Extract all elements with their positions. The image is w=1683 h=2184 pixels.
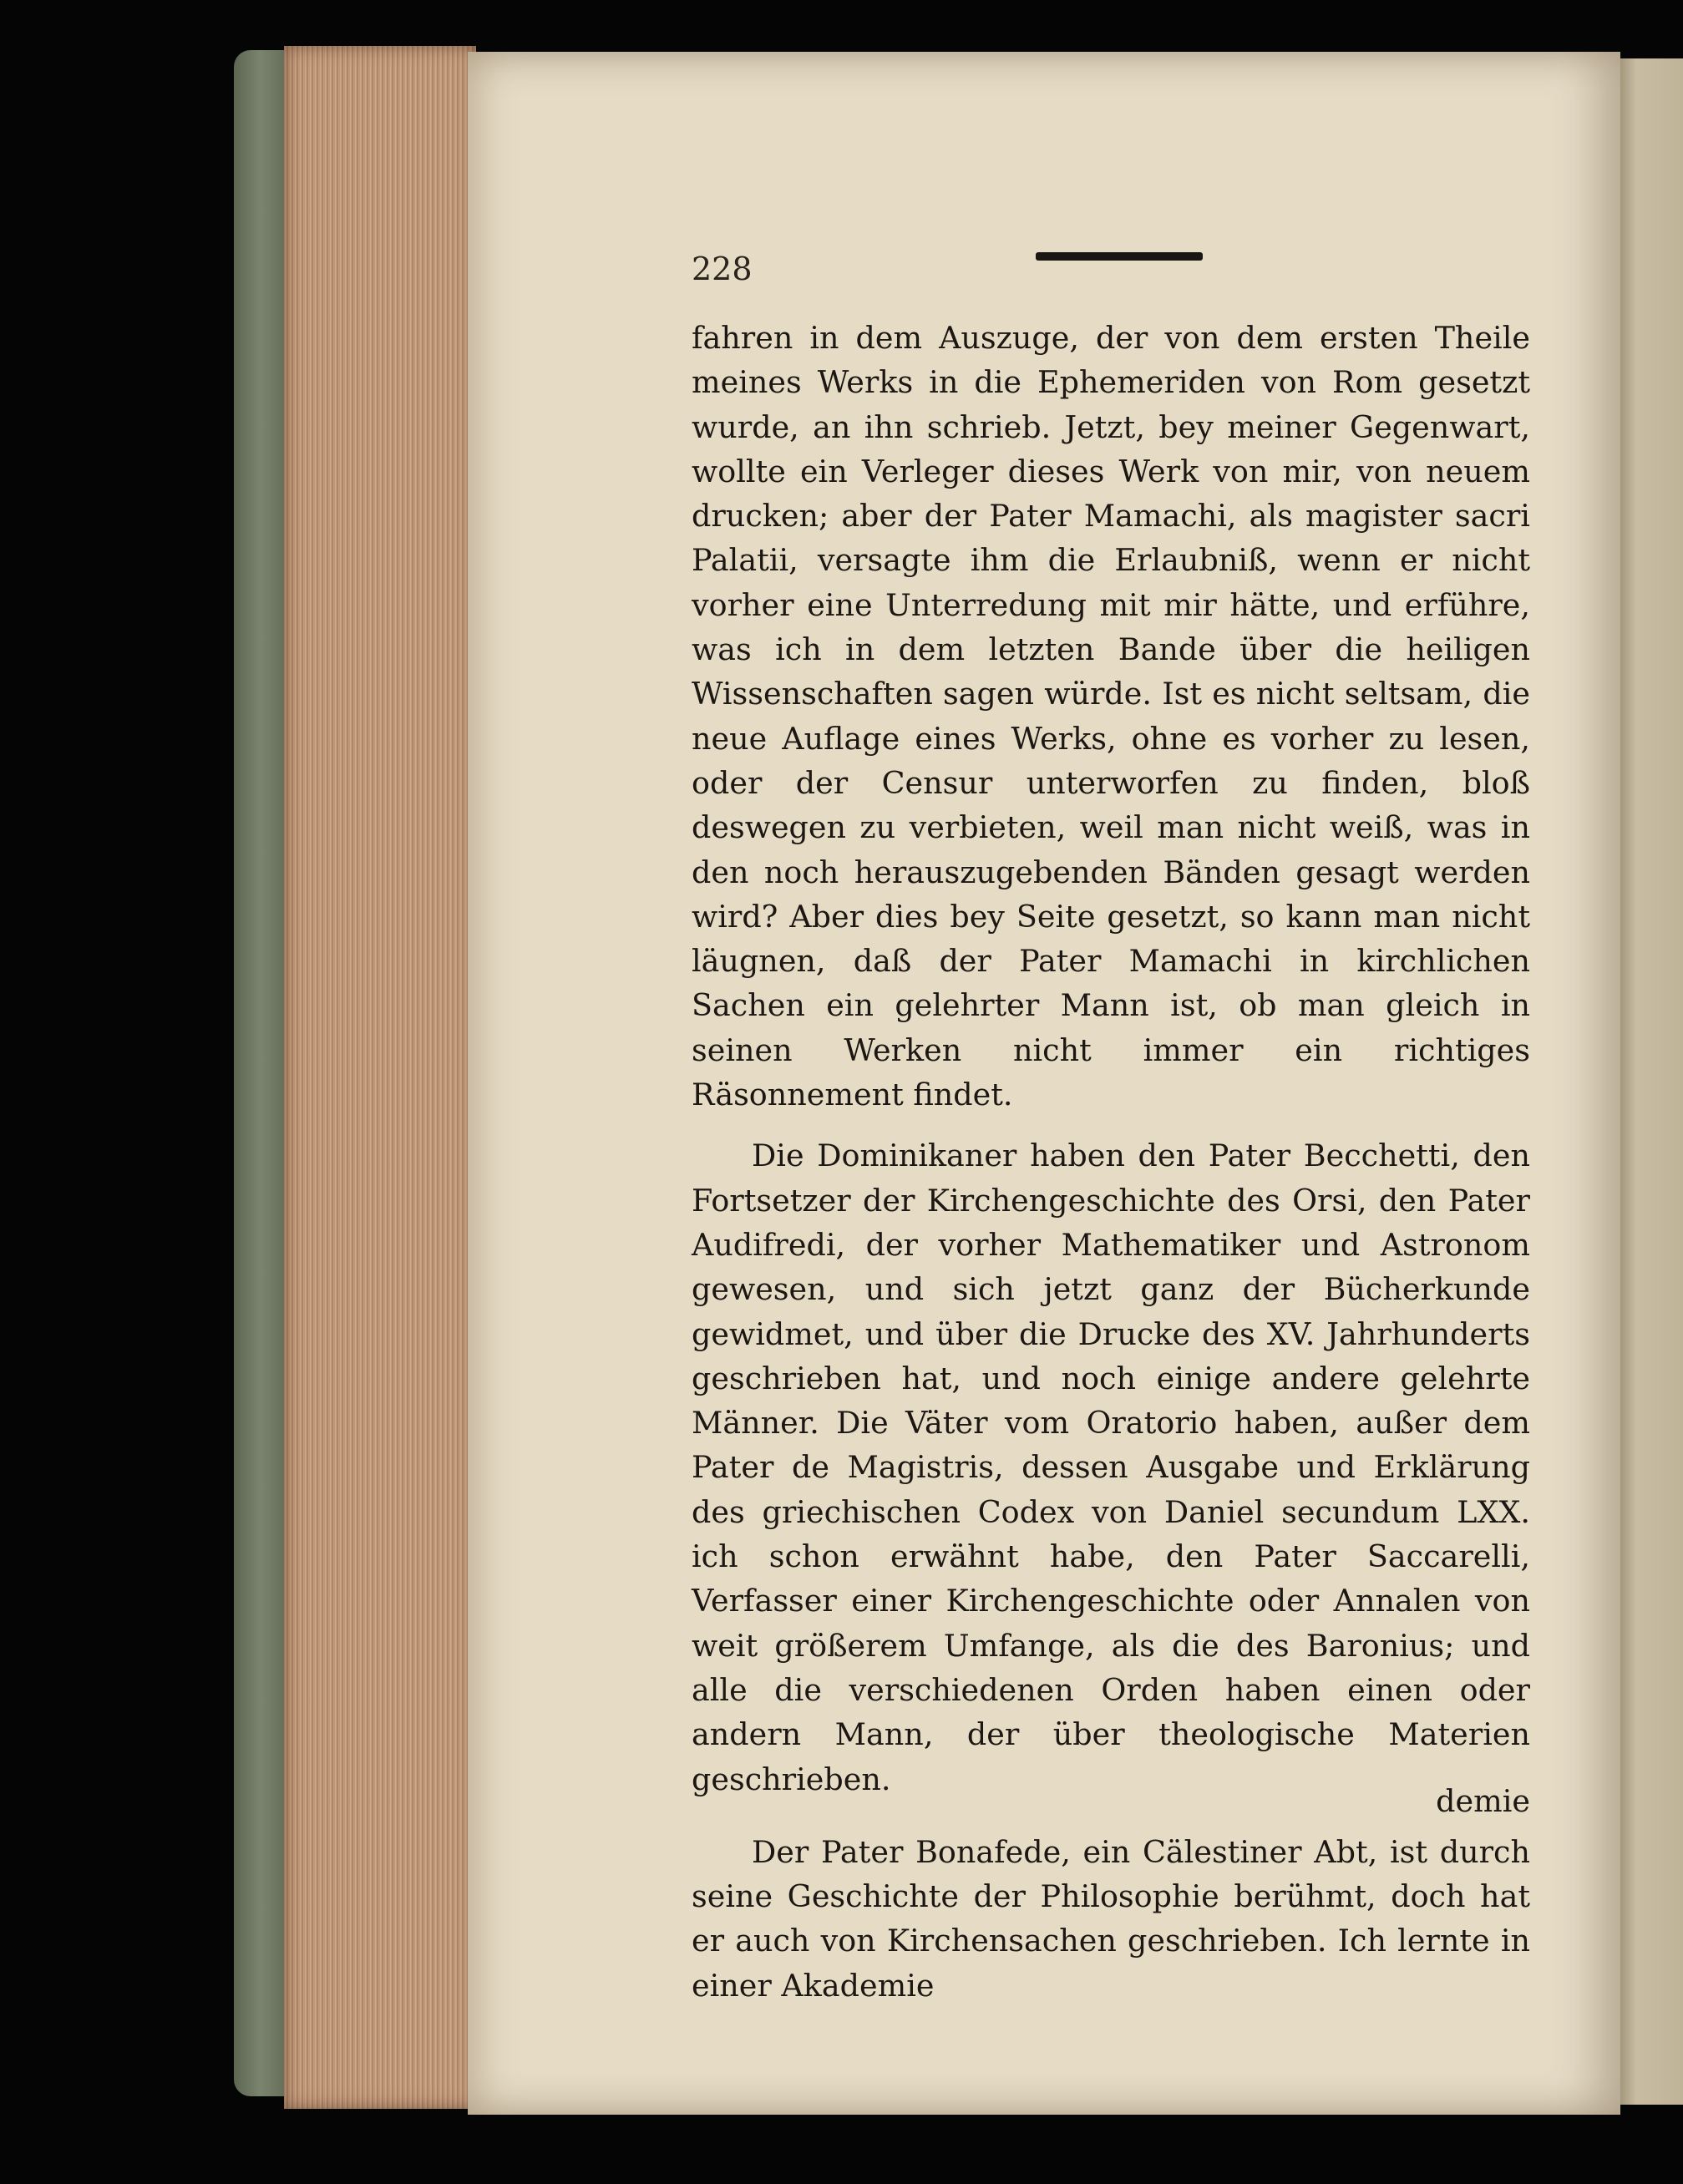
page-number: 228	[692, 251, 753, 287]
paragraph: Die Dominikaner haben den Pater Becchetti, den Fortsetzer der Kirchengeschichte des Orsi, den Pater Audifredi, der vorher Mathematiker und Astronom gewesen, und sich jetzt ganz der Bücherkunde gewidmet, und über die Drucke des XV. Jahrhunderts geschrieben hat, und noch einige andere gelehrte Männer. Die Väter vom Oratorio haben, außer dem Pater de Magistris, dessen Ausgabe und Erklärung des griechischen Codex von Daniel secundum LXX. ich schon erwähnt habe, den Pater Saccarelli, Verfasser einer Kirchengeschichte oder Annalen von weit größerem Umfange, als die des Baronius; und alle die verschiedenen Orden haben einen oder andern Mann, der über theologische Materien geschrieben.	[692, 1138, 1530, 1797]
catchword: demie	[1436, 1783, 1530, 1819]
paragraph: fahren in dem Auszuge, der von dem ersten Theile meines Werks in die Ephemeriden von Rom gesetzt wurde, an ihn schrieb. Jetzt, bey meiner Gegenwart, wollte ein Verleger dieses Werk von mir, von neuem drucken; aber der Pater Mamachi, als magister sacri Palatii, versagte ihm die Erlaubniß, wenn er nicht vorher eine Unterredung mit mir hätte, und erführe, was ich in dem letzten Bande über die heiligen Wissenschaften sagen würde. Ist es nicht seltsam, die neue Auflage eines Werks, ohne es vorher zu lesen, oder der Censur unterworfen zu finden, bloß deswegen zu verbieten, weil man nicht weiß, was in den noch herauszugebenden Bänden gesagt werden wird? Aber dies bey Seite gesetzt, so kann man nicht läugnen, daß der Pater Mamachi in kirchlichen Sachen ein gelehrter Mann ist, ob man gleich in seinen Werken nicht immer ein richtiges Räsonnement findet.	[692, 320, 1530, 1113]
page-edges	[284, 46, 476, 2109]
facing-page-edge	[1616, 58, 1683, 2105]
body-text	[692, 316, 1530, 2008]
header-rule	[1036, 252, 1203, 261]
paragraph: Der Pater Bonafede, ein Cälestiner Abt, ist durch seine Geschichte der Philosophie berühmt, doch hat er auch von Kirchensachen geschrieben. Ich lernte in einer Akademie	[692, 1833, 1530, 2004]
